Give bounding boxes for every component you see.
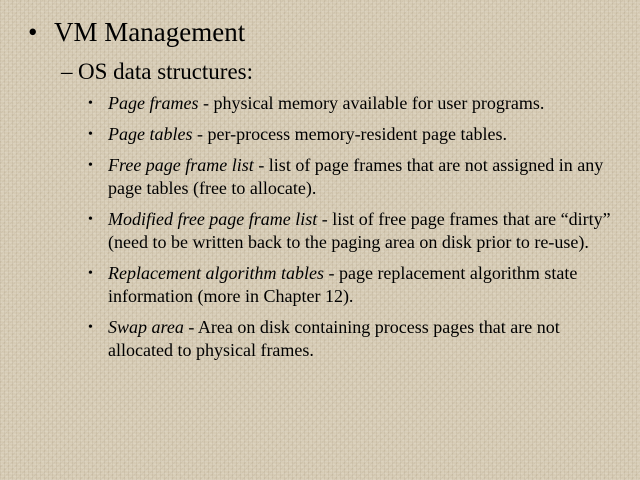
item-description: - per-process memory-resident page tables. bbox=[192, 124, 508, 144]
bullet-icon: • bbox=[88, 320, 93, 335]
subtitle-text: OS data structures: bbox=[78, 59, 254, 84]
list-item bbox=[88, 262, 628, 308]
item-term: Swap area bbox=[108, 317, 184, 337]
title-bullet: • bbox=[28, 17, 38, 47]
item-description: - list of page frames that are not assigned in any page tables (free to allocate). bbox=[108, 155, 604, 198]
item-term: Replacement algorithm tables bbox=[108, 263, 324, 283]
bullet-icon: • bbox=[88, 158, 93, 173]
item-term: Page tables bbox=[108, 124, 193, 144]
list-item bbox=[88, 316, 628, 362]
list-item bbox=[88, 92, 628, 115]
slide-title bbox=[28, 16, 245, 48]
list-item bbox=[88, 208, 628, 254]
item-description: - page replacement algorithm state information (more in Chapter 12). bbox=[108, 263, 578, 306]
item-description: - list of free page frames that are “dirty” (need to be written back to the paging area on disk prior to re-use). bbox=[108, 209, 611, 252]
structure-list bbox=[88, 92, 628, 370]
item-term: Free page frame list bbox=[108, 155, 254, 175]
subtitle-dash: – bbox=[61, 59, 73, 84]
title-text: VM Management bbox=[54, 17, 246, 47]
list-item bbox=[88, 123, 628, 146]
bullet-icon: • bbox=[88, 266, 93, 281]
bullet-icon: • bbox=[88, 96, 93, 111]
item-term: Page frames bbox=[108, 93, 199, 113]
item-description: - physical memory available for user programs. bbox=[198, 93, 545, 113]
bullet-icon: • bbox=[88, 127, 93, 142]
list-item bbox=[88, 154, 628, 200]
slide-subtitle bbox=[61, 58, 253, 86]
bullet-icon: • bbox=[88, 212, 93, 227]
item-description: - Area on disk containing process pages that are not allocated to physical frames. bbox=[108, 317, 560, 360]
item-term: Modified free page frame list bbox=[108, 209, 318, 229]
